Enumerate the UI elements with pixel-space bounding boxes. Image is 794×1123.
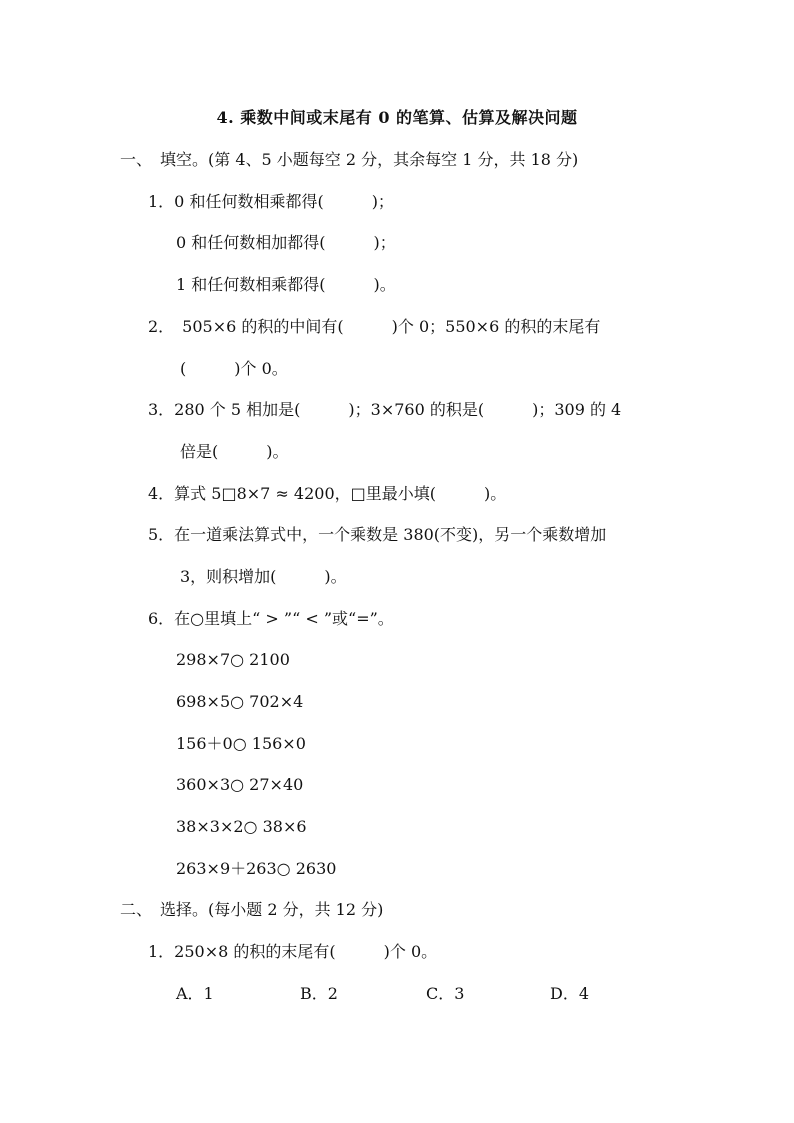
option-c: C．3 <box>426 984 465 1003</box>
section-1-header: 一、 填空。(第 4、5 小题每空 2 分，其余每空 1 分，共 18 分) <box>120 150 579 169</box>
comparison-3: 156＋0○ 156×0 <box>176 734 306 753</box>
question-1-line-3: 1 和任何数相乘都得( )。 <box>176 275 396 294</box>
question-4: 4．算式 5□8×7 ≈ 4200，□里最小填( )。 <box>148 484 507 503</box>
question-6: 6．在○里填上“ > ”“ < ”或“=”。 <box>148 609 394 628</box>
section-2-header: 二、 选择。(每小题 2 分，共 12 分) <box>120 900 384 919</box>
question-1-line-2: 0 和任何数相加都得( )； <box>176 233 396 252</box>
comparison-4: 360×3○ 27×40 <box>176 775 304 794</box>
question-1-line-1: 1．0 和任何数相乘都得( )； <box>148 192 394 211</box>
option-d: D．4 <box>550 984 590 1003</box>
question-2-line-1: 2． 505×6 的积的中间有( )个 0；550×6 的积的末尾有 <box>148 317 601 336</box>
comparison-1: 298×7○ 2100 <box>176 650 290 669</box>
comparison-6: 263×9＋263○ 2630 <box>176 859 337 878</box>
question-2-line-2: ( )个 0。 <box>180 359 288 378</box>
question-3-line-2: 倍是( )。 <box>180 442 289 461</box>
option-a: A．1 <box>176 984 214 1003</box>
question-5-line-2: 3，则积增加( )。 <box>180 567 347 586</box>
comparison-2: 698×5○ 702×4 <box>176 692 304 711</box>
choice-question-1: 1．250×8 的积的末尾有( )个 0。 <box>148 942 438 961</box>
comparison-5: 38×3×2○ 38×6 <box>176 817 307 836</box>
option-b: B．2 <box>300 984 338 1003</box>
question-5-line-1: 5．在一道乘法算式中，一个乘数是 380(不变)，另一个乘数增加 <box>148 525 607 544</box>
question-3-line-1: 3．280 个 5 相加是( )；3×760 的积是( )；309 的 4 <box>148 400 622 419</box>
page-title: 4. 乘数中间或末尾有 0 的笔算、估算及解决问题 <box>216 108 578 127</box>
